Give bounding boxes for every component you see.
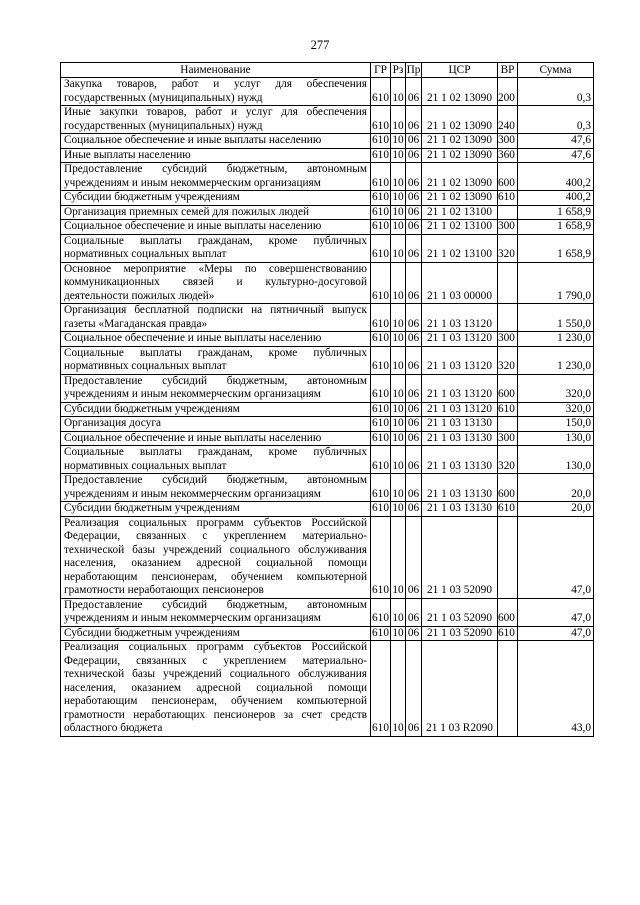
cell-pr: 06 bbox=[406, 598, 422, 626]
cell-pr: 06 bbox=[406, 191, 422, 206]
cell-vr bbox=[498, 205, 518, 220]
cell-pr: 06 bbox=[406, 474, 422, 502]
cell-vr bbox=[498, 304, 518, 332]
budget-table bbox=[60, 62, 594, 737]
cell-gr: 610 bbox=[371, 163, 391, 191]
cell-pr: 06 bbox=[406, 431, 422, 446]
cell-rz: 10 bbox=[391, 374, 406, 402]
cell-vr: 320 bbox=[498, 446, 518, 474]
cell-name: Социальное обеспечение и иные выплаты населению bbox=[61, 431, 371, 446]
table-row bbox=[61, 417, 594, 432]
cell-name: Реализация социальных программ субъектов Российской Федерации, связанных с укреплением материально-технической базы учреждений социального обслуживания населения, оказанием адресной социальной помощи неработающим пенсионерам, обучением компьютерной грамотности неработающих пенсионеров за счет средств областного бюджета bbox=[61, 641, 371, 737]
cell-name: Закупка товаров, работ и услуг для обеспечения государственных (муниципальных) нужд bbox=[61, 78, 371, 106]
cell-gr: 610 bbox=[371, 262, 391, 304]
cell-name: Социальные выплаты гражданам, кроме публичных нормативных социальных выплат bbox=[61, 446, 371, 474]
cell-vr: 300 bbox=[498, 134, 518, 149]
header-name: Наименование bbox=[61, 63, 371, 78]
cell-gr: 610 bbox=[372, 134, 389, 146]
cell-csr: 21 1 03 13130 bbox=[422, 474, 498, 502]
cell-vr: 610 bbox=[498, 402, 518, 417]
cell-sum: 400,2 bbox=[518, 163, 594, 191]
cell-gr: 610 bbox=[371, 346, 391, 374]
cell-csr: 21 1 02 13090 bbox=[422, 134, 498, 149]
cell-name: Организация досуга bbox=[61, 417, 371, 432]
cell-pr: 06 bbox=[406, 516, 422, 598]
cell-csr: 21 1 03 13130 bbox=[422, 502, 498, 517]
cell-sum: 0,3 bbox=[518, 78, 594, 106]
cell-gr: 610 bbox=[372, 431, 389, 444]
cell-sum: 1 230,0 bbox=[518, 346, 594, 374]
cell-sum: 20,0 bbox=[518, 502, 594, 517]
cell-vr: 320 bbox=[498, 346, 518, 374]
cell-csr: 21 1 02 13100 bbox=[422, 234, 498, 262]
cell-gr: 610 bbox=[371, 446, 391, 474]
cell-rz: 10 bbox=[392, 626, 404, 639]
cell-csr: 21 1 02 13100 bbox=[422, 220, 498, 235]
cell-csr: 21 1 02 13090 bbox=[422, 106, 498, 134]
cell-vr bbox=[498, 417, 518, 432]
cell-sum: 47,6 bbox=[518, 148, 594, 163]
cell-rz: 10 bbox=[392, 332, 404, 344]
cell-sum: 320,0 bbox=[518, 402, 594, 417]
cell-sum: 150,0 bbox=[518, 417, 594, 432]
cell-gr: 610 bbox=[372, 502, 389, 514]
cell-vr bbox=[498, 516, 518, 598]
cell-rz: 10 bbox=[392, 431, 404, 444]
header-vr: ВР bbox=[498, 63, 518, 78]
cell-pr: 06 bbox=[406, 234, 422, 262]
table-row bbox=[61, 332, 594, 347]
cell-pr: 06 bbox=[406, 446, 422, 474]
table-row bbox=[61, 220, 594, 235]
table-row bbox=[61, 598, 594, 626]
header-sum: Сумма bbox=[518, 63, 594, 78]
cell-vr: 600 bbox=[498, 598, 518, 626]
cell-pr: 06 bbox=[406, 148, 422, 163]
cell-gr: 610 bbox=[372, 191, 389, 203]
table-row bbox=[61, 304, 594, 332]
cell-sum: 130,0 bbox=[518, 431, 594, 446]
cell-name: Социальное обеспечение и иные выплаты населению bbox=[61, 134, 371, 149]
cell-rz: 10 bbox=[392, 402, 404, 415]
cell-rz: 10 bbox=[391, 304, 406, 332]
cell-name: Предоставление субсидий бюджетным, автономным учреждениям и иным некоммерческим организациям bbox=[61, 374, 371, 402]
cell-vr bbox=[498, 262, 518, 304]
table-row bbox=[61, 402, 594, 417]
cell-pr: 06 bbox=[406, 502, 422, 517]
table-row bbox=[61, 262, 594, 304]
cell-vr: 610 bbox=[498, 502, 518, 517]
cell-sum: 47,6 bbox=[518, 134, 594, 149]
cell-name: Организация бесплатной подписки на пятничный выпуск газеты «Магаданская правда» bbox=[61, 304, 371, 332]
page-number: 277 bbox=[310, 38, 330, 52]
cell-sum: 47,0 bbox=[518, 626, 594, 641]
cell-rz: 10 bbox=[391, 234, 406, 262]
cell-name: Субсидии бюджетным учреждениям bbox=[61, 191, 371, 206]
cell-name: Социальные выплаты гражданам, кроме публичных нормативных социальных выплат bbox=[61, 346, 371, 374]
cell-name: Социальное обеспечение и иные выплаты населению bbox=[61, 332, 371, 347]
cell-gr: 610 bbox=[371, 474, 391, 502]
cell-rz: 10 bbox=[391, 262, 406, 304]
cell-rz: 10 bbox=[392, 205, 404, 218]
cell-rz: 10 bbox=[392, 502, 404, 514]
cell-name: Организация приемных семей для пожилых людей bbox=[61, 205, 371, 220]
cell-gr: 610 bbox=[371, 641, 391, 737]
cell-gr: 610 bbox=[372, 417, 389, 429]
table-row bbox=[61, 374, 594, 402]
cell-vr bbox=[498, 641, 518, 737]
cell-pr: 06 bbox=[406, 205, 422, 220]
cell-csr: 21 1 03 52090 bbox=[422, 598, 498, 626]
cell-csr: 21 1 03 52090 bbox=[422, 516, 498, 598]
cell-rz: 10 bbox=[392, 134, 404, 146]
cell-sum: 1 550,0 bbox=[518, 304, 594, 332]
cell-vr: 300 bbox=[498, 220, 518, 235]
cell-gr: 610 bbox=[371, 516, 391, 598]
cell-csr: 21 1 03 R2090 bbox=[422, 641, 498, 737]
cell-rz: 10 bbox=[391, 346, 406, 374]
cell-rz: 10 bbox=[391, 516, 406, 598]
cell-gr: 610 bbox=[372, 148, 389, 161]
cell-gr: 610 bbox=[372, 402, 389, 415]
table-row bbox=[61, 205, 594, 220]
cell-rz: 10 bbox=[391, 446, 406, 474]
cell-rz: 10 bbox=[391, 78, 406, 106]
cell-gr: 610 bbox=[372, 220, 389, 232]
cell-rz: 10 bbox=[392, 417, 404, 429]
cell-csr: 21 1 03 13130 bbox=[422, 417, 498, 432]
cell-name: Субсидии бюджетным учреждениям bbox=[61, 502, 371, 517]
cell-vr: 600 bbox=[498, 474, 518, 502]
cell-pr: 06 bbox=[406, 402, 422, 417]
cell-pr: 06 bbox=[406, 78, 422, 106]
cell-vr: 610 bbox=[498, 191, 518, 206]
cell-name: Предоставление субсидий бюджетным, автономным учреждениям и иным некоммерческим организациям bbox=[61, 474, 371, 502]
header-pr: Пр bbox=[406, 63, 421, 76]
table-row bbox=[61, 134, 594, 149]
cell-rz: 10 bbox=[392, 220, 404, 232]
cell-csr: 21 1 03 52090 bbox=[422, 626, 498, 641]
table-row bbox=[61, 163, 594, 191]
table-row bbox=[61, 191, 594, 206]
cell-rz: 10 bbox=[391, 598, 406, 626]
header-rz: Рз bbox=[391, 63, 406, 78]
cell-sum: 400,2 bbox=[518, 191, 594, 206]
cell-gr: 610 bbox=[371, 106, 391, 134]
cell-rz: 10 bbox=[391, 474, 406, 502]
table-row bbox=[61, 431, 594, 446]
table-row bbox=[61, 626, 594, 641]
table-row bbox=[61, 446, 594, 474]
cell-rz: 10 bbox=[391, 163, 406, 191]
cell-sum: 1 790,0 bbox=[518, 262, 594, 304]
cell-pr: 06 bbox=[406, 332, 422, 347]
cell-name: Социальное обеспечение и иные выплаты населению bbox=[61, 220, 371, 235]
cell-vr: 320 bbox=[498, 234, 518, 262]
cell-csr: 21 1 03 13120 bbox=[422, 304, 498, 332]
cell-vr: 610 bbox=[498, 626, 518, 641]
cell-gr: 610 bbox=[372, 332, 389, 344]
cell-pr: 06 bbox=[406, 417, 422, 432]
cell-pr: 06 bbox=[406, 641, 422, 737]
cell-csr: 21 1 02 13090 bbox=[422, 191, 498, 206]
cell-gr: 610 bbox=[371, 78, 391, 106]
cell-csr: 21 1 03 00000 bbox=[422, 262, 498, 304]
cell-sum: 47,0 bbox=[518, 598, 594, 626]
cell-pr: 06 bbox=[406, 106, 422, 134]
cell-vr: 360 bbox=[498, 148, 518, 163]
header-gr: ГР bbox=[371, 63, 391, 78]
cell-sum: 320,0 bbox=[518, 374, 594, 402]
cell-csr: 21 1 03 13130 bbox=[422, 431, 498, 446]
cell-sum: 1 230,0 bbox=[518, 332, 594, 347]
cell-csr: 21 1 02 13090 bbox=[422, 163, 498, 191]
table-row bbox=[61, 234, 594, 262]
cell-vr: 200 bbox=[498, 78, 518, 106]
table-row bbox=[61, 502, 594, 517]
cell-rz: 10 bbox=[392, 148, 404, 161]
cell-gr: 610 bbox=[371, 598, 391, 626]
cell-gr: 610 bbox=[371, 374, 391, 402]
cell-pr: 06 bbox=[406, 262, 422, 304]
cell-rz: 10 bbox=[392, 191, 404, 203]
cell-name: Субсидии бюджетным учреждениям bbox=[61, 402, 371, 417]
cell-vr: 600 bbox=[498, 163, 518, 191]
cell-pr: 06 bbox=[406, 374, 422, 402]
table-row bbox=[61, 474, 594, 502]
table-row bbox=[61, 148, 594, 163]
cell-vr: 300 bbox=[498, 332, 518, 347]
table-row bbox=[61, 78, 594, 106]
cell-name: Предоставление субсидий бюджетным, автономным учреждениям и иным некоммерческим организациям bbox=[61, 163, 371, 191]
cell-pr: 06 bbox=[406, 134, 422, 149]
cell-pr: 06 bbox=[406, 220, 422, 235]
cell-csr: 21 1 03 13120 bbox=[422, 402, 498, 417]
cell-sum: 1 658,9 bbox=[518, 205, 594, 220]
cell-csr: 21 1 03 13120 bbox=[422, 332, 498, 347]
cell-name: Субсидии бюджетным учреждениям bbox=[61, 626, 371, 641]
cell-vr: 300 bbox=[498, 431, 518, 446]
cell-sum: 20,0 bbox=[518, 474, 594, 502]
cell-pr: 06 bbox=[406, 163, 422, 191]
cell-pr: 06 bbox=[406, 304, 422, 332]
cell-gr: 610 bbox=[371, 234, 391, 262]
cell-sum: 47,0 bbox=[518, 516, 594, 598]
cell-name: Основное мероприятие «Меры по совершенствованию коммуникационных связей и культурно-досуговой деятельности пожилых людей» bbox=[61, 262, 371, 304]
table-row bbox=[61, 516, 594, 598]
table-row bbox=[61, 641, 594, 737]
table-header-row bbox=[61, 63, 594, 78]
cell-sum: 1 658,9 bbox=[518, 234, 594, 262]
cell-csr: 21 1 02 13090 bbox=[422, 78, 498, 106]
cell-csr: 21 1 03 13120 bbox=[422, 346, 498, 374]
cell-name: Социальные выплаты гражданам, кроме публичных нормативных социальных выплат bbox=[61, 234, 371, 262]
cell-csr: 21 1 02 13100 bbox=[422, 205, 498, 220]
cell-rz: 10 bbox=[391, 641, 406, 737]
cell-sum: 1 658,9 bbox=[518, 220, 594, 235]
header-csr: ЦСР bbox=[422, 63, 498, 78]
cell-csr: 21 1 02 13090 bbox=[422, 148, 498, 163]
cell-sum: 130,0 bbox=[518, 446, 594, 474]
table-row bbox=[61, 346, 594, 374]
cell-rz: 10 bbox=[391, 106, 406, 134]
cell-vr: 240 bbox=[498, 106, 518, 134]
cell-sum: 43,0 bbox=[518, 641, 594, 737]
cell-name: Иные выплаты населению bbox=[61, 148, 371, 163]
cell-sum: 0,3 bbox=[518, 106, 594, 134]
cell-name: Реализация социальных программ субъектов Российской Федерации, связанных с укреплением материально-технической базы учреждений социального обслуживания населения, оказанием адресной социальной помощи неработающим пенсионерам, обучением компьютерной грамотности неработающих пенсионеров bbox=[61, 516, 371, 598]
cell-gr: 610 bbox=[372, 205, 389, 218]
cell-pr: 06 bbox=[406, 626, 422, 641]
cell-csr: 21 1 03 13120 bbox=[422, 374, 498, 402]
table-row bbox=[61, 106, 594, 134]
cell-pr: 06 bbox=[406, 346, 422, 374]
cell-gr: 610 bbox=[371, 304, 391, 332]
cell-vr: 600 bbox=[498, 374, 518, 402]
cell-csr: 21 1 03 13130 bbox=[422, 446, 498, 474]
cell-name: Иные закупки товаров, работ и услуг для обеспечения государственных (муниципальных) нужд bbox=[61, 106, 371, 134]
cell-name: Предоставление субсидий бюджетным, автономным учреждениям и иным некоммерческим организациям bbox=[61, 598, 371, 626]
cell-gr: 610 bbox=[372, 626, 389, 639]
